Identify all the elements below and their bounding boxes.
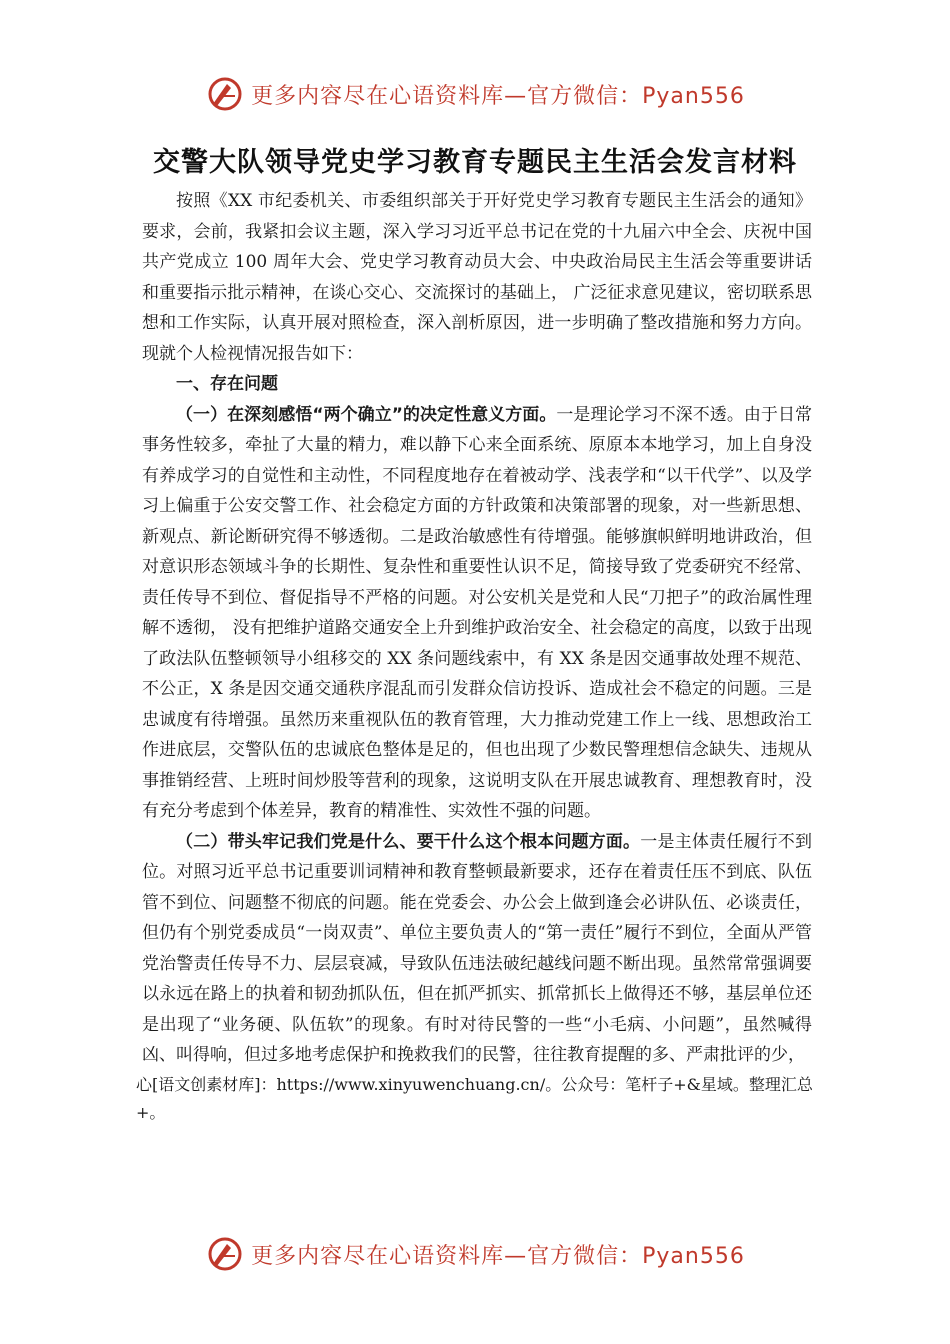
item2-paragraph [142,827,812,1071]
intro-paragraph: 按照《XX 市纪委机关、市委组织部关于开好党史学习教育专题民主生活会的通知》要求，会前，我紧扣会议主题，深入学习习近平总书记在党的十九届六中全会、庆祝中国共产党成立 100 周年大会、党史学习教育动员大会、中央政治局民主生活会等重要讲话和重要指示批示精神，在谈心交心、交流探讨的基础上， 广泛征求意见建议，密切联系思想和工作实际，认真开展对照检查，深入剖析原因，进一步明确了整改措施和努力方向。现就个人检视情况报告如下： [142,191,812,364]
item2-heading: （二）带头牢记我们党是什么、要干什么这个根本问题方面。 [176,831,641,852]
header-banner [0,72,950,116]
brand-logo-icon [205,1234,245,1274]
section-heading: 一、存在问题 [176,374,278,394]
item1-paragraph [142,400,812,827]
source-note: 心[语文创素材库]：https://www.xinyuwenchuang.cn/。公众号：笔杆子+&星域。整理汇总+。 [136,1075,813,1122]
item1-text: 一是理论学习不深不透。由于日常事务性较多，牵扯了大量的精力，难以静下心来全面系统、原原本本地学习，加上自身没有养成学习的自觉性和主动性，不同程度地存在着被动学、浅表学和“以干代学”、以及学习上偏重于公安交警工作、社会稳定方面的方针政策和决策部署的现象，对一些新思想、新观点、新论断研究得不够透彻。二是政治敏感性有待增强。能够旗帜鲜明地讲政治，但对意识形态领域斗争的长期性、复杂性和重要性认识不足，简接导致了党委研究不经常、责任传导不到位、督促指导不严格的问题。对公安机关是党和人民“刀把子”的政治属性理解不透彻， 没有把维护道路交通安全上升到维护政治安全、社会稳定的高度，以致于出现了政法队伍整顿领导小组移交的 XX 条问题线索中，有 XX 条是因交通事故处理不规范、不公正，X 条是因交通交通秩序混乱而引发群众信访投诉、造成社会不稳定的问题。三是忠诚度有待增强。虽然历来重视队伍的教育管理，大力推动党建工作上一线、思想政治工作进底层，交警队伍的忠诚底色整体是足的，但也出现了少数民警理想信念缺失、违规从事推销经营、上班时间炒股等营利的现象，这说明支队在开展忠诚教育、理想教育时，没有充分考虑到个体差异，教育的精准性、实效性不强的问题。 [142,404,812,821]
banner-text: 更多内容尽在心语资料库—官方微信：Pyan556 [251,1243,745,1269]
footer-banner [0,1232,950,1276]
item1-heading: （一）在深刻感悟“两个确立”的决定性意义方面。 [176,404,557,425]
document-body [142,186,812,1071]
document-title: 交警大队领导党史学习教育专题民主生活会发言材料 [153,147,797,178]
brand-logo-icon [205,74,245,114]
banner-text: 更多内容尽在心语资料库—官方微信：Pyan556 [251,83,745,109]
item2-text: 一是主体责任履行不到位。对照习近平总书记重要训词精神和教育整顿最新要求，还存在着责任压不到底、队伍管不到位、问题整不彻底的问题。能在党委会、办公会上做到逢会必讲队伍、必谈责任，但仍有个别党委成员“一岗双责”、单位主要负责人的“第一责任”履行不到位，全面从严管党治警责任传导不力、层层衰减，导致队伍违法破纪越线问题不断出现。虽然常常强调要以永远在路上的执着和韧劲抓队伍，但在抓严抓实、抓常抓长上做得还不够，基层单位还是出现了“业务硬、队伍软”的现象。有时对待民警的一些“小毛病、小问题”，虽然喊得凶、叫得响，但过多地考虑保护和挽救我们的民警，往往教育提醒的多、严肃批评的少， [142,831,812,1065]
